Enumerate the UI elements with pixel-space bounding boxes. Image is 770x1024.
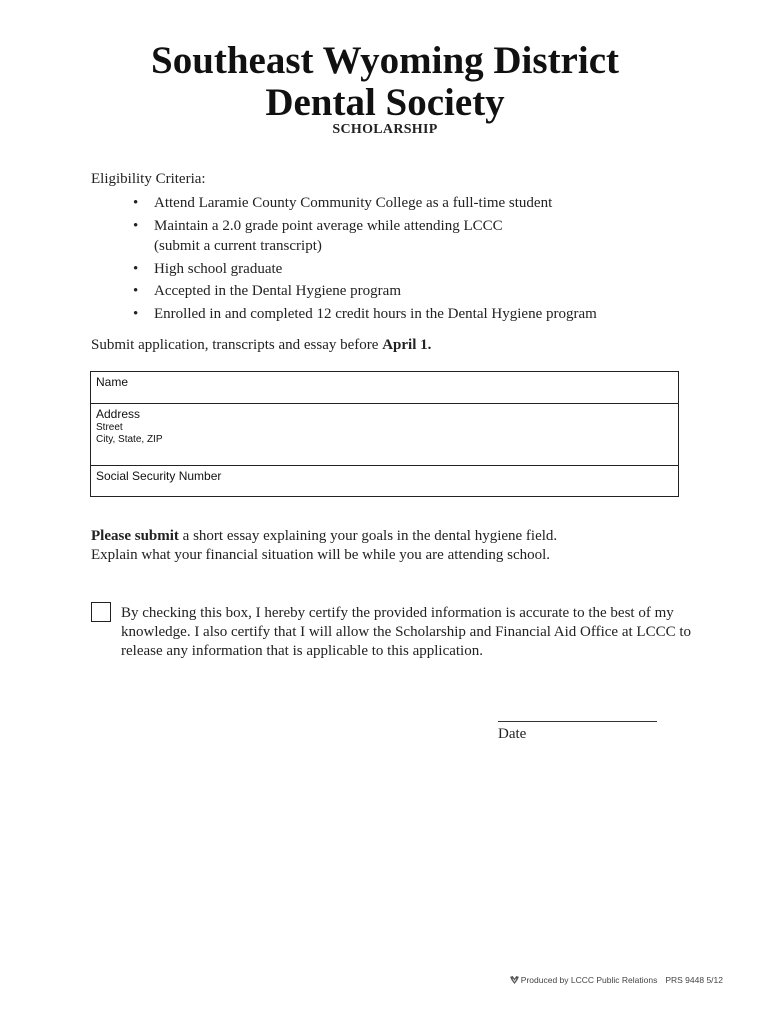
page-subtitle: SCHOLARSHIP — [332, 122, 438, 137]
essay-bold-lead: Please submit — [91, 528, 179, 544]
essay-line-2: Explain what your financial situation will be while you are attending school. — [91, 547, 551, 563]
eligibility-list — [121, 193, 721, 326]
deadline-prefix: Submit application, transcripts and essay before — [91, 337, 383, 353]
essay-instructions — [91, 527, 711, 565]
city-state-zip-label: City, State, ZIP — [96, 434, 163, 445]
date-label: Date — [498, 726, 527, 742]
footer-credit — [510, 975, 723, 985]
eligibility-item-text: Maintain a 2.0 grade point average while attending LCCC — [154, 217, 503, 234]
applicant-form — [90, 371, 679, 497]
certify-checkbox[interactable] — [91, 602, 111, 622]
eligibility-item — [121, 193, 721, 214]
title-line-1: Southeast Wyoming District — [151, 39, 619, 82]
deadline-date: April 1. — [382, 337, 432, 353]
deadline-text — [91, 337, 431, 354]
date-signature-line[interactable] — [498, 721, 657, 722]
eligibility-label: Eligibility Criteria: — [91, 171, 206, 187]
eligibility-item-text: High school graduate — [154, 260, 283, 277]
name-field[interactable] — [91, 372, 678, 404]
eligibility-item-subtext: (submit a current transcript) — [154, 238, 322, 254]
bullet-icon: • — [133, 217, 139, 234]
lccc-logo-icon — [510, 976, 519, 984]
bullet-icon: • — [133, 305, 139, 322]
bullet-icon: • — [133, 283, 139, 299]
eligibility-item-text: Attend Laramie County Community College as a full-time student — [154, 195, 553, 211]
name-label: Name — [96, 375, 129, 389]
street-label: Street — [96, 422, 123, 433]
eligibility-item — [121, 304, 721, 325]
bullet-icon: • — [133, 260, 139, 277]
title-line-2: Dental Society — [265, 81, 505, 124]
eligibility-item-text: Enrolled in and completed 12 credit hours in the Dental Hygiene program — [154, 305, 597, 322]
certification-text: By checking this box, I hereby certify the provided information is accurate to the best of my knowledge. I also certify that I will allow the Scholarship and Financial Aid Office at LCCC to release any information that is applicable to this application. — [121, 605, 692, 659]
address-label: Address — [96, 407, 141, 421]
bullet-icon: • — [133, 195, 139, 211]
ssn-field[interactable] — [91, 466, 678, 496]
address-field[interactable] — [91, 404, 678, 466]
eligibility-item — [121, 259, 721, 280]
eligibility-item — [121, 216, 721, 257]
ssn-label: Social Security Number — [96, 469, 222, 483]
eligibility-item — [121, 281, 721, 302]
footer-produced: Produced by LCCC Public Relations — [520, 975, 658, 985]
footer-code: PRS 9448 5/12 — [665, 975, 723, 985]
page-title — [0, 40, 770, 124]
essay-line-1: a short essay explaining your goals in the dental hygiene field. — [178, 528, 558, 544]
eligibility-item-text: Accepted in the Dental Hygiene program — [154, 283, 401, 299]
